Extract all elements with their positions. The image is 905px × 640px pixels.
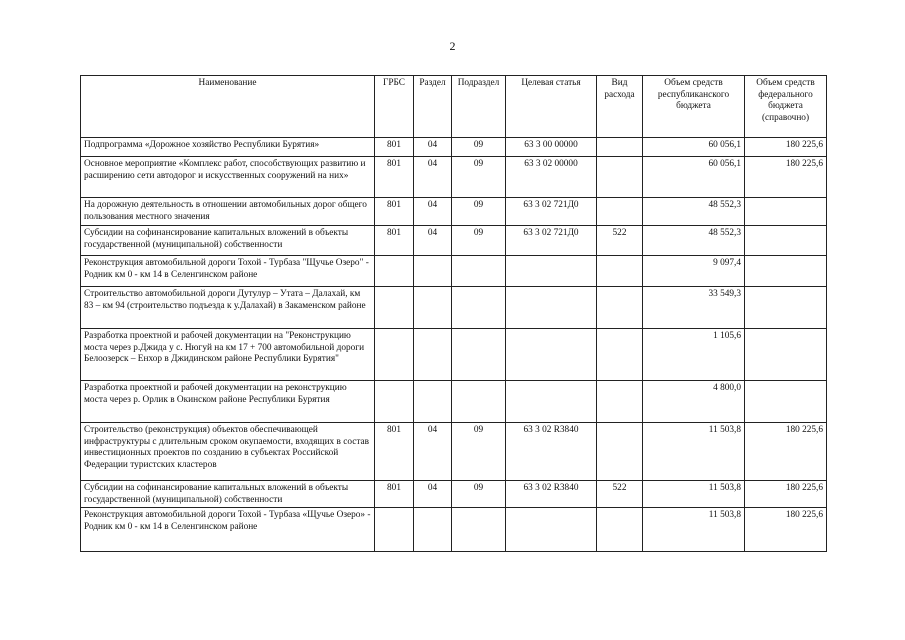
row-razdel: 04 xyxy=(414,481,452,508)
row-fed-budget xyxy=(745,381,827,423)
row-razdel xyxy=(414,381,452,423)
row-razdel xyxy=(414,329,452,381)
row-rep-budget: 11 503,8 xyxy=(643,423,745,481)
row-podrazdel: 09 xyxy=(452,226,506,256)
table-header xyxy=(81,76,827,138)
row-razdel xyxy=(414,508,452,552)
row-vid xyxy=(597,157,643,198)
table-row xyxy=(81,198,827,226)
table-row xyxy=(81,157,827,198)
row-name: Разработка проектной и рабочей документации на "Реконструкцию моста через р.Джида у с. Нюгуй на км 17 + 700 автомобильной дороги Белоозерск – Енхор в Джидинском районе Республики Бурятия" xyxy=(81,329,375,381)
row-fed-budget: 180 225,6 xyxy=(745,138,827,157)
row-grbs xyxy=(375,329,414,381)
budget-table xyxy=(80,75,827,552)
row-grbs xyxy=(375,508,414,552)
row-razdel: 04 xyxy=(414,226,452,256)
header-rep: Объем средств республиканского бюджета xyxy=(643,76,745,138)
row-podrazdel xyxy=(452,287,506,329)
row-rep-budget: 4 800,0 xyxy=(643,381,745,423)
table-row xyxy=(81,138,827,157)
row-name: Субсидии на софинансирование капитальных вложений в объекты государственной (муниципальной) собственности xyxy=(81,481,375,508)
row-name: Разработка проектной и рабочей документации на реконструкцию моста через р. Орлик в Окинском районе Республики Бурятия xyxy=(81,381,375,423)
row-vid: 522 xyxy=(597,481,643,508)
table-row xyxy=(81,508,827,552)
row-vid xyxy=(597,381,643,423)
row-fed-budget xyxy=(745,256,827,287)
row-razdel: 04 xyxy=(414,423,452,481)
row-name: Реконструкция автомобильной дороги Тохой - Турбаза "Щучье Озеро" - Родник км 0 - км 14 в Селенгинском районе xyxy=(81,256,375,287)
table-row xyxy=(81,481,827,508)
header-podrazdel: Подраздел xyxy=(452,76,506,138)
table-row xyxy=(81,287,827,329)
row-target xyxy=(506,381,597,423)
row-fed-budget xyxy=(745,198,827,226)
table-row xyxy=(81,381,827,423)
row-vid xyxy=(597,329,643,381)
row-target xyxy=(506,329,597,381)
row-grbs: 801 xyxy=(375,481,414,508)
row-target: 63 3 02 R3840 xyxy=(506,481,597,508)
row-target xyxy=(506,508,597,552)
row-podrazdel: 09 xyxy=(452,157,506,198)
row-grbs: 801 xyxy=(375,198,414,226)
row-vid: 522 xyxy=(597,226,643,256)
row-podrazdel xyxy=(452,381,506,423)
row-grbs: 801 xyxy=(375,423,414,481)
row-target: 63 3 02 721Д0 xyxy=(506,226,597,256)
row-razdel xyxy=(414,256,452,287)
table-row xyxy=(81,226,827,256)
row-podrazdel xyxy=(452,329,506,381)
row-razdel: 04 xyxy=(414,157,452,198)
table-body xyxy=(81,138,827,552)
row-rep-budget: 9 097,4 xyxy=(643,256,745,287)
row-target: 63 3 00 00000 xyxy=(506,138,597,157)
row-vid xyxy=(597,138,643,157)
row-fed-budget: 180 225,6 xyxy=(745,508,827,552)
row-fed-budget xyxy=(745,329,827,381)
header-vid: Вид расхода xyxy=(597,76,643,138)
row-podrazdel xyxy=(452,508,506,552)
row-name: На дорожную деятельность в отношении автомобильных дорог общего пользования местного значения xyxy=(81,198,375,226)
row-rep-budget: 33 549,3 xyxy=(643,287,745,329)
row-target xyxy=(506,256,597,287)
row-razdel xyxy=(414,287,452,329)
row-podrazdel: 09 xyxy=(452,481,506,508)
row-podrazdel xyxy=(452,256,506,287)
row-vid xyxy=(597,287,643,329)
row-fed-budget xyxy=(745,226,827,256)
row-grbs xyxy=(375,381,414,423)
header-razdel: Раздел xyxy=(414,76,452,138)
header-fed: Объем средств федерального бюджета (справочно) xyxy=(745,76,827,138)
header-name: Наименование xyxy=(81,76,375,138)
row-fed-budget: 180 225,6 xyxy=(745,423,827,481)
row-grbs xyxy=(375,256,414,287)
header-target: Целевая статья xyxy=(506,76,597,138)
row-fed-budget xyxy=(745,287,827,329)
row-vid xyxy=(597,256,643,287)
row-fed-budget: 180 225,6 xyxy=(745,157,827,198)
row-vid xyxy=(597,198,643,226)
row-grbs: 801 xyxy=(375,226,414,256)
row-rep-budget: 11 503,8 xyxy=(643,508,745,552)
row-podrazdel: 09 xyxy=(452,198,506,226)
header-grbs: ГРБС xyxy=(375,76,414,138)
row-rep-budget: 48 552,3 xyxy=(643,198,745,226)
row-vid xyxy=(597,423,643,481)
row-fed-budget: 180 225,6 xyxy=(745,481,827,508)
row-rep-budget: 60 056,1 xyxy=(643,138,745,157)
table-row xyxy=(81,423,827,481)
row-grbs: 801 xyxy=(375,138,414,157)
row-target: 63 3 02 721Д0 xyxy=(506,198,597,226)
row-rep-budget: 60 056,1 xyxy=(643,157,745,198)
row-name: Подпрограмма «Дорожное хозяйство Республики Бурятия» xyxy=(81,138,375,157)
row-rep-budget: 11 503,8 xyxy=(643,481,745,508)
table-row xyxy=(81,329,827,381)
page-number: 2 xyxy=(449,39,456,53)
row-grbs xyxy=(375,287,414,329)
row-name: Субсидии на софинансирование капитальных вложений в объекты государственной (муниципальной) собственности xyxy=(81,226,375,256)
row-rep-budget: 48 552,3 xyxy=(643,226,745,256)
row-name: Строительство (реконструкция) объектов обеспечивающей инфраструктуры с длительным сроком окупаемости, входящих в состав инвестиционных проектов по созданию в субъектах Российской Федерации туристских кластеров xyxy=(81,423,375,481)
row-podrazdel: 09 xyxy=(452,423,506,481)
row-razdel: 04 xyxy=(414,198,452,226)
row-name: Строительство автомобильной дороги Дутулур – Утата – Далахай, км 83 – км 94 (строительство подъезда к у.Далахай) в Закаменском районе xyxy=(81,287,375,329)
row-rep-budget: 1 105,6 xyxy=(643,329,745,381)
row-target: 63 3 02 00000 xyxy=(506,157,597,198)
row-target: 63 3 02 R3840 xyxy=(506,423,597,481)
row-razdel: 04 xyxy=(414,138,452,157)
row-target xyxy=(506,287,597,329)
row-grbs: 801 xyxy=(375,157,414,198)
row-vid xyxy=(597,508,643,552)
row-name: Реконструкция автомобильной дороги Тохой - Турбаза «Щучье Озеро» - Родник км 0 - км 14 в Селенгинском районе xyxy=(81,508,375,552)
table-row xyxy=(81,256,827,287)
row-podrazdel: 09 xyxy=(452,138,506,157)
row-name: Основное мероприятие «Комплекс работ, способствующих развитию и расширению сети автодорог и искусственных сооружений на них» xyxy=(81,157,375,198)
